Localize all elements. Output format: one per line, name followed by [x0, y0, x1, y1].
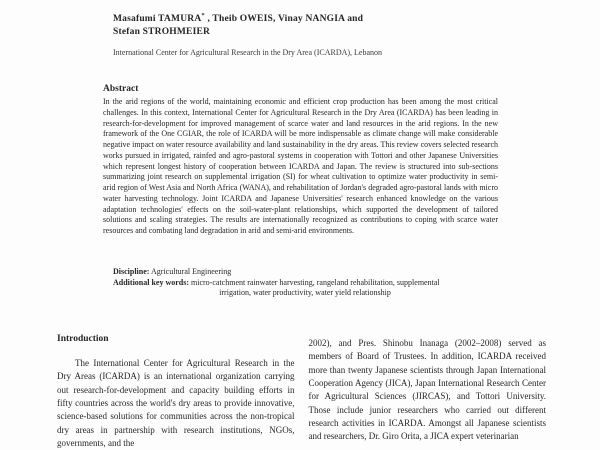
abstract-section [103, 84, 498, 237]
right-column [309, 333, 547, 450]
left-column [57, 333, 295, 450]
discipline-label: Discipline: [113, 267, 150, 276]
author-affiliation-mark: * [201, 12, 205, 19]
keywords-value-line-1: micro-catchment rainwater harvesting, rangeland rehabilitation, supplemental [189, 277, 440, 287]
discipline-value: Agricultural Engineering [149, 267, 232, 276]
authors-line-2: Stefan STROHMEIER [113, 27, 211, 38]
abstract-heading: Abstract [103, 84, 139, 94]
affiliation: International Center for Agricultural Research in the Dry Area (ICARDA), Lebanon [113, 48, 383, 58]
author-header [113, 9, 513, 58]
authors-line-1 [113, 9, 513, 26]
keywords-line-1 [113, 278, 497, 289]
abstract-text: In the arid regions of the world, maintaining economic and efficient crop production has been among the most critical challenges. In this context, International Center for Agricultural Research in the Dry Area (ICARDA) has been leading in research-for-development for improved management of scarce water and land resources in the arid regions. In the new framework of the One CGIAR, the role of ICARDA will be more indispensable as climate change will make considerable negative impact on water resource availability and land sustainability in the dry areas. This review covers selected research works pursued in irrigated, rainfed and agro-pastoral systems in cooperation with Tottori and other Japanese Universities which represent longest history of cooperation between ICARDA and Japan. The review is structured into sub-sections summarizing joint research on supplemental irrigation (SI) for wheat cultivation to optimize water productivity in semi-arid region of West Asia and North Africa (WANA), and rehabilitation of Jordan's degraded agro-pastoral lands with micro water harvesting technology. Joint ICARDA and Japanese Universities' research enhanced knowledge on the various adaptation technologies' effects on the soil-water-plant relationships, which supported the development of tailored solutions and scaling strategies. The results are internationally recognized as contributions to coping with scarce water resources and combating land degradation in arid and semi-arid environments. [103, 97, 498, 235]
discipline-line [113, 267, 497, 278]
keywords-label: Additional key words: [113, 277, 190, 287]
authors-line-1-rest: , Theib OWEIS, Vinay NANGIA and [204, 14, 364, 25]
left-column-paragraph: The International Center for Agricultural Research in the Dry Areas (ICARDA) is an international organization carrying out research-for-development and capacity building efforts in fifty countries across the world's dry areas to provide innovative, science-based solutions for communities across the non-tropical dry areas in partnership with research institutions, NGOs, governments, and the [57, 358, 295, 449]
author-name-lead: Masafumi TAMURA [113, 14, 202, 25]
right-column-paragraph: 2002), and Pres. Shinobu Inanaga (2002–2008) served as members of Board of Trustees. In addition, ICARDA received more than twenty Japanese scientists through Japan International Cooperation Agency (JICA), Japan International Research Center for Agricultural Sciences (JIRCAS), and Tottori University. Those include junior researchers who carried out different research activities in ICARDA. Amongst all Japanese scientists and researchers, Dr. Giro Orita, a JICA expert veterinarian [308, 338, 546, 442]
keywords-line-2: irrigation, water productivity, water yield relationship [219, 288, 391, 297]
introduction-heading: Introduction [57, 334, 109, 344]
meta-section [113, 267, 497, 299]
two-column-body [57, 333, 546, 450]
